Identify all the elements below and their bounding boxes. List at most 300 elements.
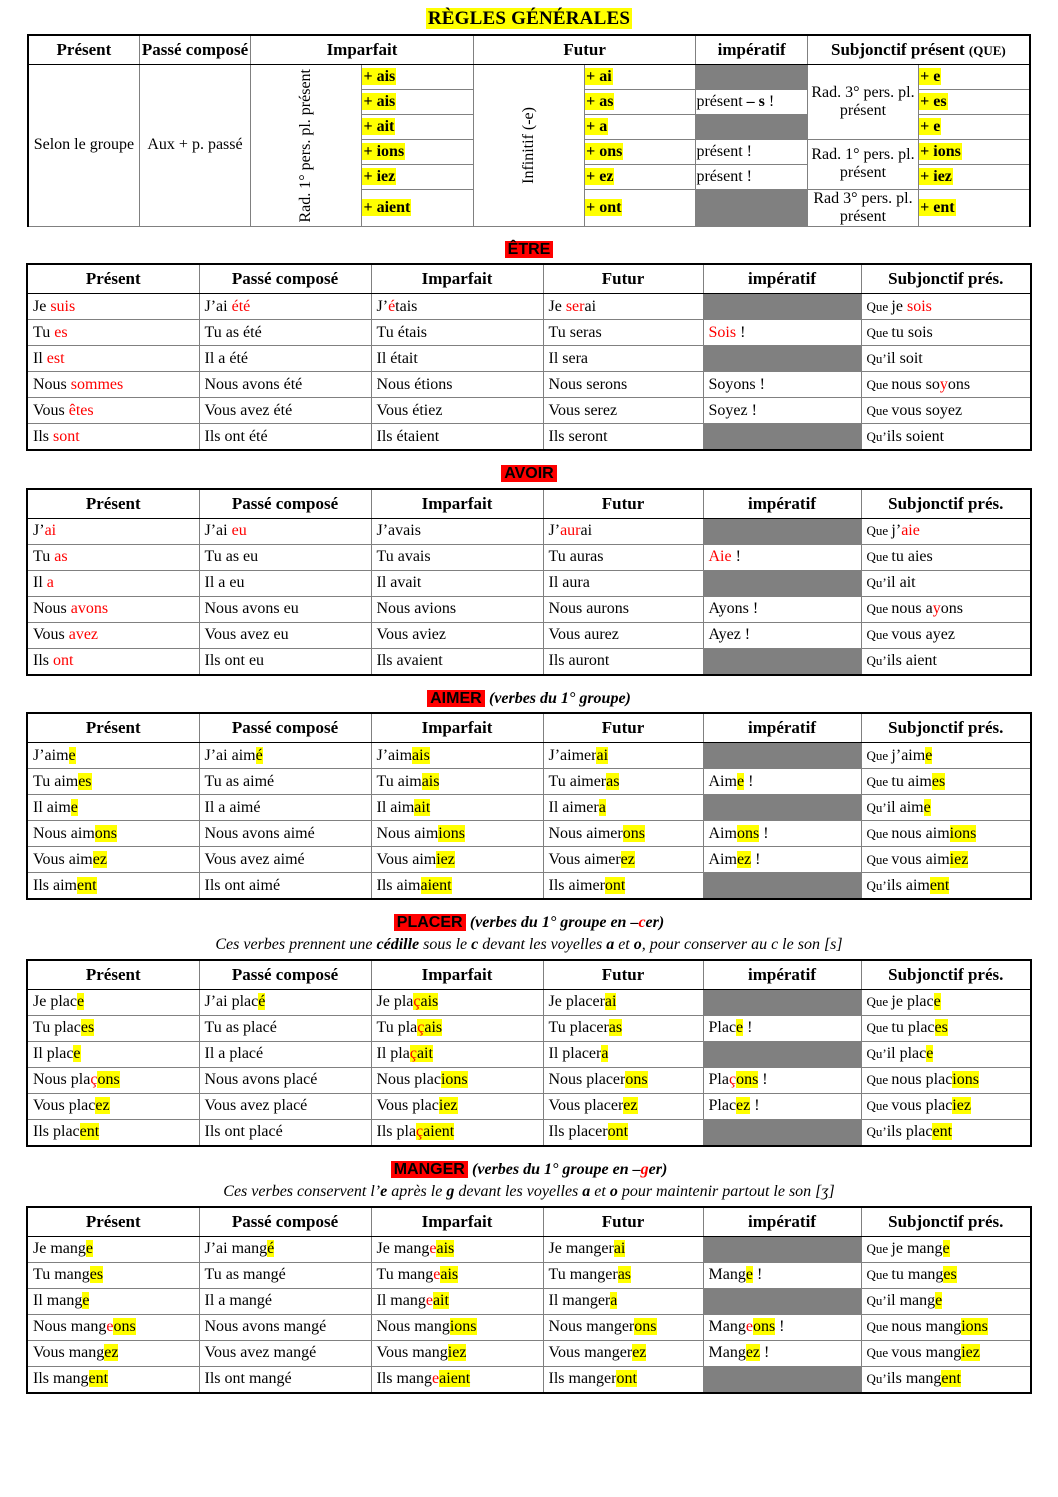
- cell-imperatif: [703, 769, 861, 795]
- verb-group-label: (verbes du 1° groupe en –cer): [469, 914, 665, 932]
- plain-text: Vous: [33, 401, 69, 419]
- plain-text: tais: [395, 297, 418, 315]
- cell-present: [27, 1340, 199, 1366]
- plain-text: Tu aim: [376, 772, 422, 790]
- cell-futur: [543, 1340, 703, 1366]
- col-header-4: impératif: [703, 960, 861, 990]
- cell-present: [27, 544, 199, 570]
- plain-text: Tu aimer: [548, 772, 607, 790]
- plain-text: j’aim: [891, 746, 926, 764]
- table-row: [27, 372, 1031, 398]
- plain-text: Vous: [33, 626, 69, 644]
- cell-futur: [543, 1236, 703, 1262]
- accent-text: a: [46, 574, 54, 592]
- ending-highlight: ent: [929, 876, 950, 894]
- plain-text: Nous avons placé: [204, 1071, 318, 1089]
- plain-text: Ils étaient: [376, 427, 440, 445]
- plain-text: Nous placer: [548, 1071, 626, 1089]
- table-row: [27, 622, 1031, 648]
- table-row: [27, 821, 1031, 847]
- cell-imparfait: [371, 795, 543, 821]
- cell-imparfait: [371, 1015, 543, 1041]
- cell-present: [27, 1093, 199, 1119]
- ending-highlight: es: [943, 1266, 957, 1284]
- ending-highlight: ont: [604, 876, 626, 894]
- accent-text: été: [231, 297, 251, 315]
- plain-text: Tu pla: [376, 1019, 418, 1037]
- plain-text: Ils plac: [33, 1123, 80, 1141]
- ending-highlight: e: [923, 798, 931, 816]
- plain-text: Pla: [708, 1071, 729, 1089]
- plain-text: Ils placer: [548, 1123, 608, 1141]
- cell-passe-compose: [199, 1366, 371, 1393]
- cell-subjonctif: [861, 424, 1031, 451]
- cell-present: [27, 424, 199, 451]
- table-row: [27, 294, 1031, 320]
- plain-text: Nous plac: [376, 1071, 441, 1089]
- general-rules-table: [27, 34, 1031, 227]
- col-header-1: Passé composé: [199, 1207, 371, 1237]
- cell-imperatif: [703, 1262, 861, 1288]
- plain-text: ons: [947, 375, 971, 393]
- cell-imparfait: [371, 294, 543, 320]
- general-passe-compose-cell: Aux + p. passé: [139, 64, 250, 226]
- ending-highlight: e: [935, 1292, 943, 1310]
- imparfait-ending: + ions: [362, 139, 473, 164]
- cell-imparfait: [371, 1093, 543, 1119]
- conjugation-header-row: [27, 1207, 1031, 1237]
- ending-highlight: ent: [932, 1123, 953, 1141]
- que-prefix: Que: [866, 1319, 892, 1335]
- que-prefix: Qu’: [866, 799, 887, 815]
- subjonctif-ending: + iez: [919, 164, 1030, 189]
- cell-passe-compose: [199, 346, 371, 372]
- cell-imparfait: [371, 622, 543, 648]
- plain-text: Nous: [33, 375, 71, 393]
- cell-imperatif: [703, 1340, 861, 1366]
- plain-text: je plac: [891, 993, 934, 1011]
- plain-text: Je placer: [548, 993, 605, 1011]
- imparfait-radical-cell: [251, 64, 362, 226]
- ending-highlight: aient: [423, 1123, 455, 1141]
- cell-present: [27, 596, 199, 622]
- cell-imperatif: [703, 743, 861, 769]
- ending-highlight: ais: [421, 772, 440, 790]
- plain-text: Tu placer: [548, 1019, 609, 1037]
- table-row: [27, 1015, 1031, 1041]
- ending-highlight: ent: [77, 876, 97, 894]
- cell-futur: [543, 1366, 703, 1393]
- ending-highlight: e: [736, 772, 745, 790]
- plain-text: Il était: [376, 349, 418, 367]
- cell-present: [27, 346, 199, 372]
- cell-imparfait: [371, 1340, 543, 1366]
- table-row: [27, 847, 1031, 873]
- header-present: Présent: [28, 35, 139, 65]
- que-prefix: Que: [866, 298, 892, 314]
- plain-text: Vous placer: [548, 1097, 624, 1115]
- cell-present: [27, 795, 199, 821]
- cell-futur: [543, 1067, 703, 1093]
- plain-text: Tu plac: [33, 1019, 81, 1037]
- cell-imperatif: [703, 989, 861, 1015]
- general-imperatif-cell: présent – s !: [696, 89, 807, 114]
- accent-text: es: [54, 323, 68, 341]
- cell-futur: [543, 372, 703, 398]
- cell-imparfait: [371, 596, 543, 622]
- cell-present: [27, 372, 199, 398]
- plain-text: tu aim: [891, 772, 932, 790]
- cell-present: [27, 320, 199, 346]
- cell-present: [27, 622, 199, 648]
- ending-highlight: ent: [88, 1370, 109, 1388]
- cell-futur: [543, 424, 703, 451]
- imparfait-ending: + ais: [362, 89, 473, 114]
- cell-imparfait: [371, 372, 543, 398]
- plain-text: !: [758, 1071, 768, 1089]
- cell-present: [27, 873, 199, 900]
- plain-text: J’aim: [33, 746, 69, 764]
- ending-highlight: es: [934, 1019, 948, 1037]
- que-prefix: Que: [866, 994, 892, 1010]
- cell-subjonctif: [861, 294, 1031, 320]
- cell-imparfait: [371, 743, 543, 769]
- cell-subjonctif: [861, 769, 1031, 795]
- imparfait-ending: + iez: [362, 164, 473, 189]
- col-header-4: impératif: [703, 264, 861, 294]
- cell-imparfait: [371, 544, 543, 570]
- ending-highlight: ais: [412, 746, 430, 764]
- que-prefix: Que: [866, 825, 892, 841]
- cell-present: [27, 743, 199, 769]
- verb-name-badge: ÊTRE: [505, 241, 554, 258]
- accent-text: e: [745, 1318, 753, 1336]
- table-row: [27, 795, 1031, 821]
- table-row: [27, 873, 1031, 900]
- plain-text: tu mang: [891, 1266, 944, 1284]
- plain-text: Ils ont aimé: [204, 876, 281, 894]
- plain-text: Je: [33, 297, 51, 315]
- cell-imperatif: [703, 1288, 861, 1314]
- plain-text: ils soient: [886, 427, 945, 445]
- col-header-1: Passé composé: [199, 713, 371, 743]
- ending-highlight: iez: [436, 850, 455, 868]
- cell-imparfait: [371, 1314, 543, 1340]
- ending-highlight: ait: [416, 1045, 433, 1063]
- accent-text: êtes: [68, 401, 94, 419]
- plain-text: Nous aim: [33, 824, 95, 842]
- ending-highlight: as: [617, 1266, 632, 1284]
- plain-text: !: [760, 1344, 770, 1362]
- que-prefix: Qu’: [866, 653, 887, 669]
- cell-present: [27, 294, 199, 320]
- plain-text: Ils ont été: [204, 427, 268, 445]
- cell-present: [27, 769, 199, 795]
- cell-subjonctif: [861, 346, 1031, 372]
- plain-text: Nous aimer: [548, 824, 623, 842]
- cell-passe-compose: [199, 795, 371, 821]
- col-header-0: Présent: [27, 264, 199, 294]
- ending-highlight: ons: [622, 824, 645, 842]
- plain-text: Vous avez eu: [204, 626, 289, 644]
- ending-highlight: ent: [941, 1370, 961, 1388]
- plain-text: J’: [33, 522, 45, 540]
- ending-highlight: iez: [438, 1097, 458, 1115]
- ending-highlight: ais: [440, 1266, 459, 1284]
- que-prefix: Qu’: [866, 350, 887, 366]
- col-header-1: Passé composé: [199, 960, 371, 990]
- cell-subjonctif: [861, 372, 1031, 398]
- header-subjonctif-que: (QUE): [968, 42, 1006, 58]
- plain-text: Ayez !: [708, 626, 751, 644]
- plain-text: Ils mang: [376, 1370, 433, 1388]
- plain-text: il mang: [886, 1292, 936, 1310]
- plain-text: tu plac: [891, 1019, 935, 1037]
- cell-subjonctif: [861, 320, 1031, 346]
- que-prefix: Que: [866, 549, 892, 565]
- plain-text: ons: [940, 600, 963, 618]
- cell-imparfait: [371, 1119, 543, 1146]
- col-header-1: Passé composé: [199, 264, 371, 294]
- general-rules-row: [28, 64, 1030, 89]
- ending-highlight: e: [76, 993, 85, 1011]
- cell-passe-compose: [199, 847, 371, 873]
- ending-highlight: ez: [745, 1344, 761, 1362]
- cell-futur: [543, 622, 703, 648]
- ending-highlight: ez: [620, 850, 635, 868]
- plain-text: Aim: [708, 850, 737, 868]
- que-prefix: Qu’: [866, 1046, 887, 1062]
- accent-text: aie: [901, 522, 920, 540]
- cell-futur: [543, 847, 703, 873]
- ending-highlight: ions: [949, 824, 977, 842]
- cell-subjonctif: [861, 544, 1031, 570]
- section-note: Ces verbes prennent une cédille sous le c devant les voyelles a et o, pour conserver au c le son [s]: [215, 936, 843, 954]
- cell-subjonctif: [861, 1314, 1031, 1340]
- plain-text: Il mang: [33, 1292, 83, 1310]
- section-title-manger: [0, 1147, 1058, 1183]
- plain-text: Soyons !: [708, 375, 765, 393]
- plain-text: Tu mang: [376, 1266, 434, 1284]
- accent-text: est: [46, 349, 65, 367]
- plain-text: Nous pla: [33, 1071, 91, 1089]
- plain-text: Plac: [708, 1097, 737, 1115]
- general-imperatif-cell: [696, 64, 807, 89]
- cell-passe-compose: [199, 1015, 371, 1041]
- plain-text: Vous aviez: [376, 626, 446, 644]
- ending-highlight: ions: [440, 1071, 468, 1089]
- table-row: [27, 1041, 1031, 1067]
- general-imperatif-cell: présent !: [696, 139, 807, 164]
- que-prefix: Qu’: [866, 428, 887, 444]
- accent-ending-highlight: ç: [413, 993, 421, 1011]
- col-header-3: Futur: [543, 489, 703, 519]
- accent-text: sois: [906, 297, 932, 315]
- cell-imperatif: [703, 873, 861, 900]
- plain-text: !: [743, 1019, 753, 1037]
- section-title-placer: [0, 900, 1058, 936]
- plain-text: ils mang: [886, 1370, 942, 1388]
- futur-ending: + ont: [585, 189, 696, 226]
- accent-text: ai: [44, 522, 57, 540]
- ending-highlight: ez: [736, 1097, 751, 1115]
- cell-subjonctif: [861, 1236, 1031, 1262]
- conjugation-header-row: [27, 489, 1031, 519]
- cell-passe-compose: [199, 1314, 371, 1340]
- cell-passe-compose: [199, 1093, 371, 1119]
- cell-imparfait: [371, 1067, 543, 1093]
- conjugation-table-être: [26, 263, 1032, 451]
- plain-text: je: [891, 297, 907, 315]
- conjugation-table-manger: [26, 1206, 1032, 1394]
- cell-imperatif: [703, 1093, 861, 1119]
- conjugation-table-aimer: [26, 712, 1032, 900]
- verb-sections: [0, 227, 1058, 1394]
- table-row: [27, 1314, 1031, 1340]
- col-header-2: Imparfait: [371, 960, 543, 990]
- ending-highlight: ais: [424, 1019, 443, 1037]
- cell-futur: [543, 821, 703, 847]
- cell-imperatif: [703, 372, 861, 398]
- ending-highlight: ont: [607, 1123, 629, 1141]
- col-header-3: Futur: [543, 713, 703, 743]
- plain-text: Nous avons aimé: [204, 824, 315, 842]
- plain-text: Nous avons mangé: [204, 1318, 327, 1336]
- table-row: [27, 743, 1031, 769]
- accent-ending-highlight: ç: [416, 1123, 424, 1141]
- plain-text: Nous manger: [548, 1318, 635, 1336]
- accent-text: sommes: [70, 375, 124, 393]
- ending-highlight: ai: [604, 993, 617, 1011]
- cell-present: [27, 847, 199, 873]
- cell-subjonctif: [861, 989, 1031, 1015]
- plain-text: Vous plac: [33, 1097, 96, 1115]
- cell-futur: [543, 873, 703, 900]
- col-header-2: Imparfait: [371, 1207, 543, 1237]
- plain-text: Vous aim: [33, 850, 93, 868]
- accent-text: as: [54, 548, 68, 566]
- section-title-aimer: [0, 676, 1058, 712]
- plain-text: Je pla: [376, 993, 414, 1011]
- plain-text: Je: [548, 297, 566, 315]
- que-prefix: Qu’: [866, 1371, 887, 1387]
- plain-text: Tu as été: [204, 323, 262, 341]
- plain-text: nous a: [891, 600, 933, 618]
- futur-radical-text: Infinitif (-e): [519, 106, 537, 184]
- accent-text: eu: [231, 522, 247, 540]
- cell-subjonctif: [861, 398, 1031, 424]
- plain-text: Vous avez aimé: [204, 850, 305, 868]
- cell-subjonctif: [861, 1366, 1031, 1393]
- col-header-4: impératif: [703, 713, 861, 743]
- verb-group-label: (verbes du 1° groupe en –ger): [472, 1160, 668, 1178]
- plain-text: Il manger: [548, 1292, 611, 1310]
- table-row: [27, 1236, 1031, 1262]
- accent-ending-highlight: ç: [417, 1019, 425, 1037]
- table-row: [27, 346, 1031, 372]
- group-accent-letter: c: [638, 914, 646, 932]
- que-prefix: Que: [866, 324, 892, 340]
- plain-text: Je mang: [33, 1240, 86, 1258]
- plain-text: vous mang: [891, 1344, 962, 1362]
- plain-text: Nous aurons: [548, 600, 629, 618]
- cell-present: [27, 1015, 199, 1041]
- cell-imparfait: [371, 320, 543, 346]
- plain-text: Nous étions: [376, 375, 453, 393]
- plain-text: Il pla: [376, 1045, 410, 1063]
- ending-highlight: e: [736, 1019, 744, 1037]
- ending-highlight: iez: [961, 1344, 980, 1362]
- ending-highlight: e: [925, 746, 933, 764]
- imparfait-ending: + aient: [362, 189, 473, 226]
- cell-futur: [543, 346, 703, 372]
- plain-text: ai: [584, 297, 597, 315]
- ending-highlight: ais: [420, 993, 439, 1011]
- page-title: [0, 0, 1058, 34]
- ending-highlight: e: [70, 798, 78, 816]
- plain-text: Vous mang: [33, 1344, 105, 1362]
- plain-text: Nous avons été: [204, 375, 303, 393]
- cell-imperatif: [703, 398, 861, 424]
- plain-text: J’ai: [204, 522, 232, 540]
- ending-highlight: es: [80, 1019, 95, 1037]
- cell-passe-compose: [199, 1262, 371, 1288]
- plain-text: il aim: [886, 798, 924, 816]
- cell-imperatif: [703, 544, 861, 570]
- cell-passe-compose: [199, 570, 371, 596]
- table-row: [27, 1340, 1031, 1366]
- ending-highlight: e: [745, 1266, 753, 1284]
- cell-futur: [543, 795, 703, 821]
- ending-highlight: ions: [438, 824, 465, 842]
- table-row: [27, 989, 1031, 1015]
- cell-passe-compose: [199, 372, 371, 398]
- plain-text: Il aim: [33, 798, 71, 816]
- plain-text: Tu: [33, 323, 55, 341]
- cell-subjonctif: [861, 1119, 1031, 1146]
- cell-passe-compose: [199, 1041, 371, 1067]
- plain-text: Ils auront: [548, 652, 610, 670]
- cell-futur: [543, 989, 703, 1015]
- plain-text: J’ai mang: [204, 1240, 268, 1258]
- cell-imperatif: [703, 1314, 861, 1340]
- que-prefix: Que: [866, 601, 892, 617]
- ending-highlight: e: [933, 993, 941, 1011]
- ending-highlight: es: [78, 772, 92, 790]
- plain-text: Je mang: [376, 1240, 430, 1258]
- plain-text: Ils aim: [33, 876, 77, 894]
- cell-passe-compose: [199, 1119, 371, 1146]
- plain-text: !: [752, 1266, 763, 1284]
- plain-text: Ils avaient: [376, 652, 443, 670]
- plain-text: Il aimer: [548, 798, 599, 816]
- section-title-être: [0, 227, 1058, 263]
- ending-highlight: a: [610, 1292, 618, 1310]
- plain-text: Je plac: [33, 993, 77, 1011]
- header-subjonctif: Subjonctif présent (QUE): [807, 35, 1030, 65]
- plain-text: J’aim: [376, 746, 413, 764]
- que-prefix: Qu’: [866, 575, 887, 591]
- ending-highlight: ons: [736, 1071, 759, 1089]
- plain-text: !: [736, 323, 746, 341]
- cell-imparfait: [371, 346, 543, 372]
- accent-text: Sois: [708, 323, 737, 341]
- table-row: [27, 769, 1031, 795]
- cell-imperatif: [703, 1366, 861, 1393]
- verb-name-badge: AIMER: [427, 690, 485, 707]
- que-prefix: Que: [866, 1267, 892, 1283]
- cell-passe-compose: [199, 989, 371, 1015]
